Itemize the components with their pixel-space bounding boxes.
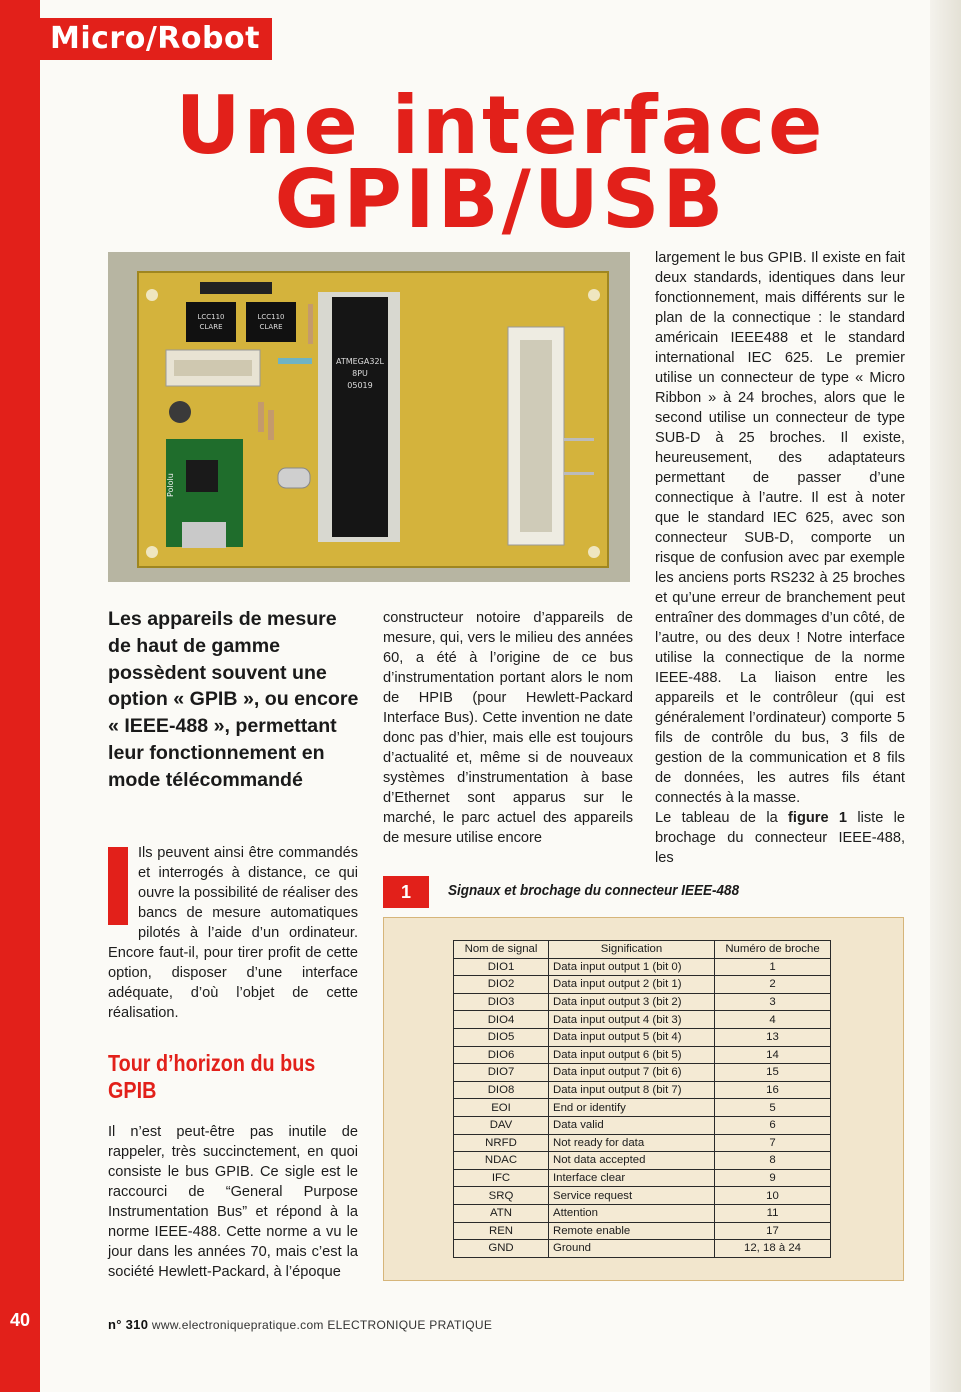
chip2-label1: LCC110 — [257, 313, 285, 321]
chip1-label1: LCC110 — [197, 313, 225, 321]
table-cell: Data input output 4 (bit 3) — [549, 1011, 715, 1029]
table-cell: 6 — [715, 1116, 831, 1134]
table-row — [454, 1134, 831, 1152]
table-row — [454, 958, 831, 976]
table-cell: Data input output 3 (bit 2) — [549, 993, 715, 1011]
article-title-line1: Une interface — [175, 79, 826, 172]
table-cell: DIO4 — [454, 1011, 549, 1029]
table-cell: Data input output 1 (bit 0) — [549, 958, 715, 976]
table-cell: Not ready for data — [549, 1134, 715, 1152]
table-cell: DIO7 — [454, 1064, 549, 1082]
table-cell: 5 — [715, 1099, 831, 1117]
table-cell: Not data accepted — [549, 1152, 715, 1170]
figure-box — [383, 917, 904, 1281]
table-cell: 16 — [715, 1081, 831, 1099]
table-cell: 9 — [715, 1169, 831, 1187]
table-row — [454, 1204, 831, 1222]
article-column-1 — [108, 843, 358, 1023]
article-column-1-continued — [108, 1122, 358, 1282]
article-column-2 — [383, 608, 633, 848]
table-cell: DIO1 — [454, 958, 549, 976]
drop-cap-bar — [108, 847, 128, 925]
table-cell: 10 — [715, 1187, 831, 1205]
table-cell: Ground — [549, 1240, 715, 1258]
table-cell: 17 — [715, 1222, 831, 1240]
table-row — [454, 1116, 831, 1134]
column3-tail: Le tableau de la figure 1 liste le brochage du connecteur IEEE-488, les — [655, 810, 906, 866]
table-header: Signification — [549, 941, 715, 959]
table-cell: Data input output 8 (bit 7) — [549, 1081, 715, 1099]
table-row — [454, 1011, 831, 1029]
magazine-name: ELECTRONIQUE PRATIQUE — [327, 1318, 493, 1332]
table-row — [454, 976, 831, 994]
figure-number-badge: 1 — [383, 876, 429, 908]
column2-text: constructeur notoire d’appareils de mesure, qui, vers le milieu des années 60, a été à l’origine de ce bus d’instrumentation portant alors le nom de HPIB (pour Hewlett-Packard Interface Bus). Cette invention ne date donc pas d’hier, mais elle est toujours d’actualité et, même si de nouveaux systèmes d’instrumentation à base d’Ethernet sont apparus sur le marché, le parc actuel des appareils de mesure utilise encore — [383, 610, 633, 846]
table-cell: Service request — [549, 1187, 715, 1205]
mcu-label1: ATMEGA32L — [335, 357, 385, 366]
table-row — [454, 1240, 831, 1258]
table-header: Numéro de broche — [715, 941, 831, 959]
table-row — [454, 1169, 831, 1187]
table-row — [454, 1222, 831, 1240]
table-cell: ATN — [454, 1204, 549, 1222]
table-cell: 13 — [715, 1028, 831, 1046]
table-header-row — [454, 941, 831, 959]
table-cell: Attention — [549, 1204, 715, 1222]
table-cell: GND — [454, 1240, 549, 1258]
lead-paragraph: Les appareils de mesure de haut de gamme possèdent souvent une option « GPIB », ou encore « IEEE-488 », permettant leur fonctionnement en mode télécommandé — [108, 608, 359, 791]
chip1-label2: CLARE — [199, 323, 223, 331]
table-cell: DIO2 — [454, 976, 549, 994]
table-cell: 1 — [715, 958, 831, 976]
table-cell: Data input output 7 (bit 6) — [549, 1064, 715, 1082]
table-cell: 4 — [715, 1011, 831, 1029]
column1b-text: Il n’est peut-être pas inutile de rappeler, très succinctement, en quoi consiste le bus GPIB. Ce sigle est le raccourci de “General Purpose Instrumentation Bus” et répond à la norme IEEE-488. Cette norme a vu le jour dans les années 70, mais c’est la société Hewlett-Packard, à l’époque — [108, 1124, 358, 1280]
table-row — [454, 993, 831, 1011]
table-cell: Data valid — [549, 1116, 715, 1134]
table-row — [454, 1081, 831, 1099]
table-cell: 8 — [715, 1152, 831, 1170]
table-row — [454, 1099, 831, 1117]
table-cell: DIO8 — [454, 1081, 549, 1099]
mcu-label2: 8PU — [352, 369, 368, 378]
table-cell: NDAC — [454, 1152, 549, 1170]
page-footer — [108, 1317, 492, 1332]
table-cell: Data input output 6 (bit 5) — [549, 1046, 715, 1064]
table-body — [454, 958, 831, 1257]
table-row — [454, 1028, 831, 1046]
table-cell: Data input output 2 (bit 1) — [549, 976, 715, 994]
table-cell: 15 — [715, 1064, 831, 1082]
table-cell: End or identify — [549, 1099, 715, 1117]
table-row — [454, 1064, 831, 1082]
table-row — [454, 1152, 831, 1170]
table-cell: 3 — [715, 993, 831, 1011]
column1-text: Ils peuvent ainsi être commandés et interrogés à distance, ce qui ouvre la possibilité de réaliser des bancs de mesure automatiques pilotés à l’aide d’un ordinateur. Encore faut-il, pour tirer profit de cette option, disposer d’une interface adéquate, d’où l’objet de cette réalisation. — [108, 845, 358, 1021]
website-url: www.electroniquepratique.com — [151, 1318, 324, 1332]
table-cell: IFC — [454, 1169, 549, 1187]
table-cell: 7 — [715, 1134, 831, 1152]
issue-number: n° 310 — [108, 1317, 149, 1332]
table-cell: SRQ — [454, 1187, 549, 1205]
article-title-line2: GPIB/USB — [274, 153, 727, 246]
circuit-board-photo — [108, 252, 630, 582]
chip2-label2: CLARE — [259, 323, 283, 331]
table-cell: REN — [454, 1222, 549, 1240]
table-cell: 14 — [715, 1046, 831, 1064]
table-cell: DIO5 — [454, 1028, 549, 1046]
figure-caption: Signaux et brochage du connecteur IEEE-488 — [448, 882, 740, 899]
table-cell: Interface clear — [549, 1169, 715, 1187]
table-cell: DIO3 — [454, 993, 549, 1011]
page-number: 40 — [0, 1302, 40, 1338]
section-rubric: Micro/Robot — [40, 18, 272, 60]
mcu-label3: 05019 — [347, 381, 373, 390]
table-cell: 11 — [715, 1204, 831, 1222]
table-header: Nom de signal — [454, 941, 549, 959]
signal-table — [453, 940, 831, 1258]
table-cell: NRFD — [454, 1134, 549, 1152]
column3-text: largement le bus GPIB. Il existe en fait deux standards, identiques dans leur fonctionnement, mais différents sur le plan de la connectique : le standard américain IEEE488 et le standard international IEC 625. Le premier utilise un connecteur de type « Micro Ribbon » à 24 broches, alors que le second utilise un connecteur de type SUB-D à 25 broches. Il existe, heureusement, des adaptateurs permettant de passer d’une connectique à l’autre. Il est à noter que le standard IEC 625, avec son connecteur SUB-D, comporte un risque de confusion avec par exemple les anciens ports RS232 à 25 broches et qu’une erreur de branchement peut entraîner des dommages d’un côté, de l’autre, ou des deux ! Notre interface utilise la connectique de la norme IEEE-488. La liaison entre les appareils et le contrôleur (qui est généralement l’ordinateur) comporte 5 fils de contrôle du bus, 3 fils de gestion de la communication et 8 fils de données, les autres fils étant connectés à la masse. — [655, 250, 905, 806]
table-cell: Data input output 5 (bit 4) — [549, 1028, 715, 1046]
table-row — [454, 1187, 831, 1205]
table-cell: 2 — [715, 976, 831, 994]
table-cell: Remote enable — [549, 1222, 715, 1240]
section-subhead: Tour d’horizon du bus GPIB — [108, 1050, 316, 1103]
table-cell: DIO6 — [454, 1046, 549, 1064]
left-red-strip — [0, 0, 40, 1392]
figure-ref: figure 1 — [788, 810, 848, 826]
table-row — [454, 1046, 831, 1064]
article-column-3 — [655, 248, 905, 868]
table-cell: EOI — [454, 1099, 549, 1117]
table-cell: 12, 18 à 24 — [715, 1240, 831, 1258]
table-cell: DAV — [454, 1116, 549, 1134]
usb-module-label: Pololu — [166, 473, 175, 497]
